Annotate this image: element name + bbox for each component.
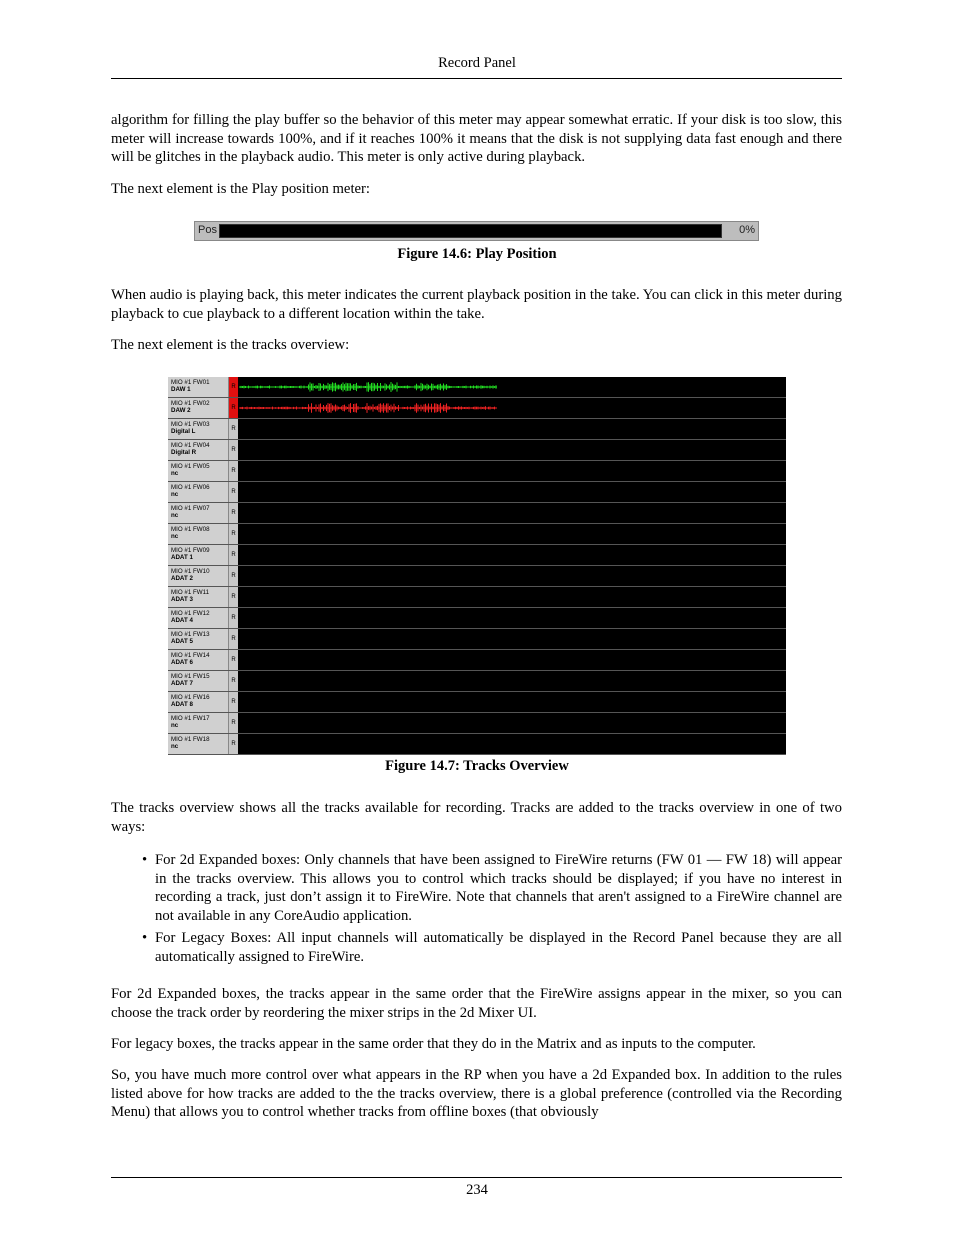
record-arm-button[interactable]: R	[229, 587, 238, 607]
play-position-percent: 0%	[739, 224, 755, 236]
paragraph-buffer-meter: algorithm for filling the play buffer so the behavior of this meter may appear somewhat erratic. If your disk is too slow, this meter will increase towards 100%, and if it reaches 100% it means that the disk is not supplying data fast enough and there will be glitches in the playback audio. This meter is only active during playback.	[111, 112, 842, 165]
tracks-overview[interactable]	[168, 377, 786, 755]
page-number: 234	[466, 1182, 488, 1198]
header-title: Record Panel	[438, 55, 516, 71]
track-row[interactable]	[168, 692, 786, 713]
track-row[interactable]	[168, 629, 786, 650]
track-name	[168, 713, 229, 733]
track-row[interactable]	[168, 671, 786, 692]
paragraph-legacy-order: For legacy boxes, the tracks appear in the same order that they do in the Matrix and as inputs to the computer.	[111, 1036, 756, 1052]
track-row[interactable]	[168, 734, 786, 755]
track-lane[interactable]	[239, 650, 786, 670]
track-lane[interactable]	[239, 503, 786, 523]
waveform	[239, 398, 786, 418]
track-channel-label: MIO #1 FW17	[171, 715, 210, 722]
track-source-label: nc	[171, 533, 179, 540]
track-name	[168, 419, 229, 439]
track-channel-label: MIO #1 FW16	[171, 694, 210, 701]
record-arm-button[interactable]: R	[229, 566, 238, 586]
track-row[interactable]	[168, 377, 786, 398]
track-channel-label: MIO #1 FW15	[171, 673, 210, 680]
track-lane[interactable]	[239, 419, 786, 439]
paragraph-tracks-intro: The next element is the tracks overview:	[111, 337, 350, 353]
track-channel-label: MIO #1 FW06	[171, 484, 210, 491]
record-arm-button[interactable]: R	[229, 440, 238, 460]
track-lane[interactable]	[239, 545, 786, 565]
track-row[interactable]	[168, 650, 786, 671]
track-channel-label: MIO #1 FW18	[171, 736, 210, 743]
track-lane[interactable]	[239, 629, 786, 649]
track-row[interactable]	[168, 398, 786, 419]
record-arm-button[interactable]: R	[229, 377, 238, 397]
track-channel-label: MIO #1 FW13	[171, 631, 210, 638]
track-channel-label: MIO #1 FW01	[171, 379, 210, 386]
track-lane[interactable]	[239, 671, 786, 691]
list-item	[111, 929, 842, 966]
track-source-label: nc	[171, 743, 179, 750]
track-channel-label: MIO #1 FW04	[171, 442, 210, 449]
track-name	[168, 650, 229, 670]
record-arm-button[interactable]: R	[229, 482, 238, 502]
track-name	[168, 461, 229, 481]
paragraph-tracks-desc: The tracks overview shows all the tracks available for recording. Tracks are added to the tracks overview in one of two ways:	[111, 800, 842, 835]
track-name	[168, 482, 229, 502]
footer-rule	[111, 1177, 842, 1178]
track-name	[168, 377, 229, 397]
track-source-label: ADAT 8	[171, 701, 193, 708]
play-position-label: Pos	[198, 224, 217, 236]
play-position-bar[interactable]	[219, 224, 722, 238]
track-name	[168, 608, 229, 628]
track-channel-label: MIO #1 FW07	[171, 505, 210, 512]
track-source-label: nc	[171, 491, 179, 498]
record-arm-button[interactable]: R	[229, 524, 238, 544]
record-arm-button[interactable]: R	[229, 398, 238, 418]
track-name	[168, 629, 229, 649]
record-arm-button[interactable]: R	[229, 503, 238, 523]
track-row[interactable]	[168, 713, 786, 734]
track-row[interactable]	[168, 545, 786, 566]
track-name	[168, 524, 229, 544]
track-name	[168, 671, 229, 691]
waveform	[239, 377, 786, 397]
list-item	[111, 851, 842, 925]
track-name	[168, 440, 229, 460]
track-lane[interactable]	[239, 713, 786, 733]
track-row[interactable]	[168, 524, 786, 545]
track-lane[interactable]	[239, 608, 786, 628]
record-arm-button[interactable]: R	[229, 545, 238, 565]
track-lane[interactable]	[239, 440, 786, 460]
track-source-label: ADAT 2	[171, 575, 193, 582]
track-source-label: DAW 2	[171, 407, 191, 414]
track-source-label: ADAT 5	[171, 638, 193, 645]
track-channel-label: MIO #1 FW12	[171, 610, 210, 617]
track-source-label: Digital R	[171, 449, 197, 456]
list-item-text: For Legacy Boxes: All input channels will automatically be displayed in the Record Panel because they are all automatically assigned to FireWire.	[155, 930, 842, 965]
track-name	[168, 566, 229, 586]
track-row[interactable]	[168, 419, 786, 440]
track-lane[interactable]	[239, 398, 786, 418]
track-lane[interactable]	[239, 461, 786, 481]
track-source-label: ADAT 4	[171, 617, 193, 624]
bullet-symbol: •	[142, 852, 148, 868]
paragraph-play-position-desc: When audio is playing back, this meter indicates the current playback position in the take. You can click in this meter during playback to cue playback to a different location within the take.	[111, 287, 842, 322]
record-arm-button[interactable]: R	[229, 419, 238, 439]
track-row[interactable]	[168, 608, 786, 629]
track-channel-label: MIO #1 FW14	[171, 652, 210, 659]
play-position-meter[interactable]	[194, 221, 759, 241]
record-arm-button[interactable]: R	[229, 650, 238, 670]
track-row[interactable]	[168, 461, 786, 482]
track-channel-label: MIO #1 FW02	[171, 400, 210, 407]
track-name	[168, 587, 229, 607]
record-arm-button[interactable]: R	[229, 608, 238, 628]
track-row[interactable]	[168, 566, 786, 587]
bullet-list	[111, 851, 842, 970]
track-channel-label: MIO #1 FW11	[171, 589, 210, 596]
track-lane[interactable]	[239, 734, 786, 754]
record-arm-button[interactable]: R	[229, 671, 238, 691]
track-row[interactable]	[168, 587, 786, 608]
track-row[interactable]	[168, 482, 786, 503]
track-source-label: ADAT 6	[171, 659, 193, 666]
track-source-label: ADAT 7	[171, 680, 193, 687]
figure-caption-tracks-overview: Figure 14.7: Tracks Overview	[385, 758, 569, 774]
track-name	[168, 503, 229, 523]
track-source-label: nc	[171, 470, 179, 477]
track-channel-label: MIO #1 FW10	[171, 568, 210, 575]
track-source-label: nc	[171, 722, 179, 729]
list-item-text: For 2d Expanded boxes: Only channels that have been assigned to FireWire returns (FW 01 — FW 18) will appear in the tracks overview. This allows you to control which tracks should be displayed; if you have no interest in recording a track, just don’t assign it to FireWire. Note that channels that aren't assigned to a FireWire channel are not available in any CoreAudio application.	[155, 852, 842, 924]
track-name	[168, 692, 229, 712]
track-separator	[168, 754, 786, 755]
paragraph-play-position-intro: The next element is the Play position meter:	[111, 181, 371, 197]
track-source-label: nc	[171, 512, 179, 519]
track-lane[interactable]	[239, 482, 786, 502]
track-lane[interactable]	[239, 524, 786, 544]
track-channel-label: MIO #1 FW05	[171, 463, 210, 470]
track-lane[interactable]	[239, 692, 786, 712]
bullet-symbol: •	[142, 930, 148, 946]
track-source-label: ADAT 1	[171, 554, 193, 561]
track-lane[interactable]	[239, 566, 786, 586]
track-source-label: Digital L	[171, 428, 196, 435]
record-arm-button[interactable]: R	[229, 461, 238, 481]
record-arm-button[interactable]: R	[229, 734, 238, 754]
track-channel-label: MIO #1 FW09	[171, 547, 210, 554]
paragraph-rp-control: So, you have much more control over what appears in the RP when you have a 2d Expanded box. In addition to the rules listed above for how tracks are added to the the tracks overview, there is a global preference (controlled via the Recording Menu) that allows you to control whether tracks from offline boxes (that obviously	[111, 1067, 842, 1120]
track-row[interactable]	[168, 503, 786, 524]
track-lane[interactable]	[239, 587, 786, 607]
record-arm-button[interactable]: R	[229, 713, 238, 733]
track-name	[168, 734, 229, 754]
track-name	[168, 545, 229, 565]
track-channel-label: MIO #1 FW08	[171, 526, 210, 533]
track-lane[interactable]	[239, 377, 786, 397]
track-source-label: ADAT 3	[171, 596, 193, 603]
record-arm-button[interactable]: R	[229, 629, 238, 649]
record-arm-button[interactable]: R	[229, 692, 238, 712]
paragraph-expanded-order: For 2d Expanded boxes, the tracks appear in the same order that the FireWire assigns appear in the mixer, so you can choose the track order by reordering the mixer strips in the 2d Mixer UI.	[111, 986, 842, 1021]
figure-caption-play-position: Figure 14.6: Play Position	[397, 246, 557, 262]
track-channel-label: MIO #1 FW03	[171, 421, 210, 428]
track-source-label: DAW 1	[171, 386, 191, 393]
header-rule	[111, 78, 842, 79]
track-name	[168, 398, 229, 418]
track-row[interactable]	[168, 440, 786, 461]
